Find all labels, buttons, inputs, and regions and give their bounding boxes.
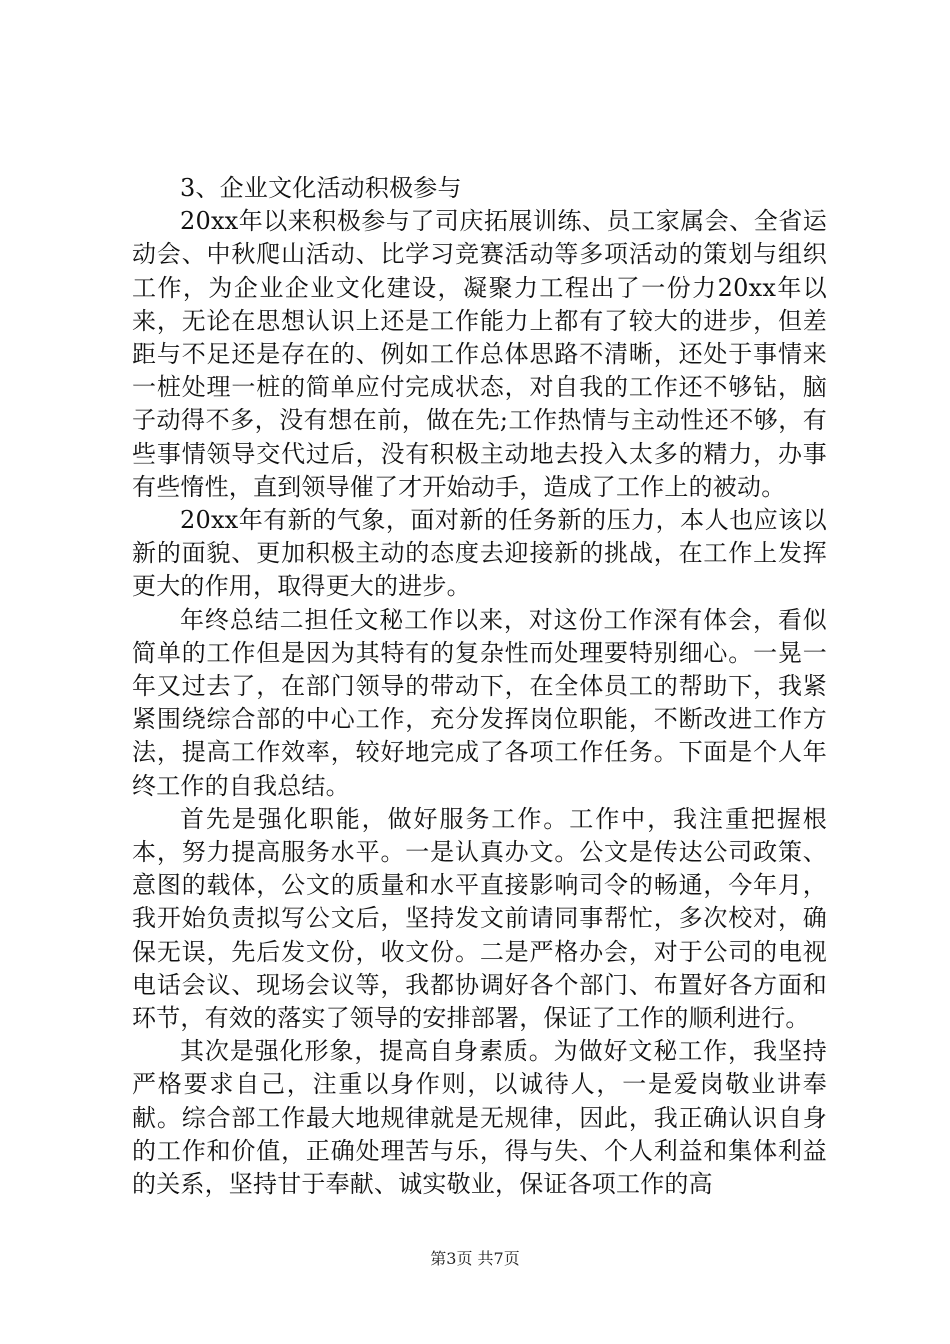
paragraph-summary-two-intro: 年终总结二担任文秘工作以来，对这份工作深有体会，看似简单的工作但是因为其特有的复杂性而处理要特别细心。一晃一年又过去了，在部门领导的带动下，在全体员工的帮助下，我紧紧围绕综合部的中心工作，充分发挥岗位职能，不断改进工作方法，提高工作效率，较好地完成了各项工作任务。下面是个人年终工作的自我总结。 xyxy=(132,605,827,800)
page-number-footer: 第3页 共7页 xyxy=(430,1249,520,1268)
paragraph-section-heading: 3、企业文化活动积极参与 xyxy=(180,174,462,202)
paragraph-culture-activities: 20xx年以来积极参与了司庆拓展训练、员工家属会、全省运动会、中秋爬山活动、比学习竞赛活动等多项活动的策划与组织工作，为企业企业文化建设，凝聚力工程出了一份力20xx年以来，无论在思想认识上还是工作能力上都有了较大的进步，但差距与不足还是存在的、例如工作总体思路不清晰，还处于事情来一桩处理一桩的简单应付完成状态，对自我的工作还不够钻，脑子动得不多，没有想在前，做在先;工作热情与主动性还不够，有些事情领导交代过后，没有积极主动地去投入太多的精力，办事有些惰性，直到领导催了才开始动手，造成了工作上的被动。 xyxy=(132,207,827,501)
document-body xyxy=(132,172,827,1201)
paragraph-service-work: 首先是强化职能，做好服务工作。工作中，我注重把握根本，努力提高服务水平。一是认真办文。公文是传达公司政策、意图的载体，公文的质量和水平直接影响司令的畅通，今年月，我开始负责拟写公文后，坚持发文前请同事帮忙，多次校对，确保无误，先后发文份，收文份。二是严格办会，对于公司的电视电话会议、现场会议等，我都协调好各个部门、布置好各方面和环节，有效的落实了领导的安排部署，保证了工作的顺利进行。 xyxy=(132,804,827,1033)
paragraph-self-quality: 其次是强化形象，提高自身素质。为做好文秘工作，我坚持严格要求自己，注重以身作则，以诚待人，一是爱岗敬业讲奉献。综合部工作最大地规律就是无规律，因此，我正确认识自身的工作和价值，正确处理苦与乐，得与失、个人利益和集体利益的关系，坚持甘于奉献、诚实敬业，保证各项工作的高 xyxy=(132,1037,827,1199)
paragraph-new-year-outlook: 20xx年有新的气象，面对新的任务新的压力，本人也应该以新的面貌、更加积极主动的态度去迎接新的挑战，在工作上发挥更大的作用，取得更大的进步。 xyxy=(132,506,827,601)
